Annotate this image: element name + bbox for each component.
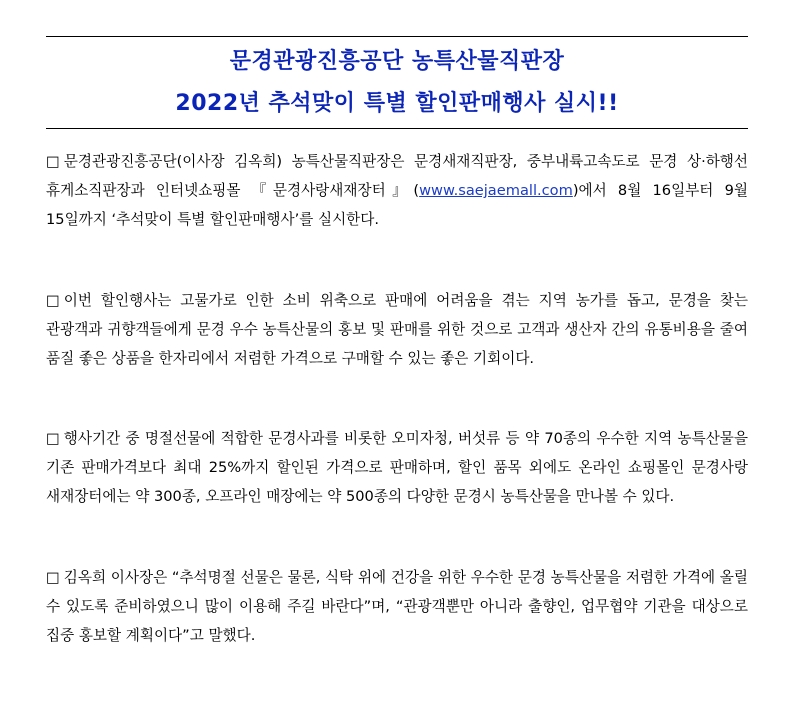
paragraph-3 [46, 424, 748, 511]
title-line-1: 문경관광진흥공단 농특산물직판장 [229, 49, 565, 74]
checkbox-bullet-icon: □ [46, 153, 60, 170]
checkbox-bullet-icon: □ [46, 292, 60, 309]
paragraph-4 [46, 563, 748, 650]
paragraph-2 [46, 286, 748, 373]
title-bottom-rule [46, 128, 748, 129]
paragraph-2-text: 이번 할인행사는 고물가로 인한 소비 위축으로 판매에 어려움을 겪는 지역 농가를 돕고, 문경을 찾는 관광객과 귀향객들에게 문경 우수 농특산물의 홍보 및 판매를 위한 것으로 고객과 생산자 간의 유통비용을 줄여 품질 좋은 상품을 한자리에서 저렴한 가격으로 구매할 수 있는 좋은 기회이다. [46, 292, 748, 367]
checkbox-bullet-icon: □ [46, 430, 60, 447]
title-line-2: 2022년 추석맞이 특별 할인판매행사 실시!! [175, 91, 619, 116]
paragraph-3-text: 행사기간 중 명절선물에 적합한 문경사과를 비롯한 오미자청, 버섯류 등 약 70종의 우수한 지역 농특산물을 기존 판매가격보다 최대 25%까지 할인된 가격으로 판매하며, 할인 품목 외에도 온라인 쇼핑몰인 문경사랑 새재장터에는 약 300종, 오프라인 매장에는 약 500종의 다양한 문경시 농특산물을 만나볼 수 있다. [46, 430, 748, 505]
checkbox-bullet-icon: □ [46, 569, 60, 586]
paragraph-1-text-after-link: )에서 8월 16일부터 9월 15일까지 ‘추석맞이 특별 할인판매행사’를 실시한다. [46, 182, 748, 228]
paragraph-4-text: 김옥희 이사장은 “추석명절 선물은 물론, 식탁 위에 건강을 위한 우수한 문경 농특산물을 저렴한 가격에 올릴 수 있도록 준비하였으니 많이 이용해 주길 바란다”며, “관광객뿐만 아니라 출향인, 업무협약 기관을 대상으로 집중 홍보할 계획이다”고 말했다. [46, 569, 749, 644]
title-top-rule [46, 36, 748, 37]
website-link[interactable]: www.saejaemall.com [419, 182, 573, 199]
paragraph-1 [46, 147, 748, 234]
paragraph-1-text-before-link: 문경관광진흥공단(이사장 김옥희) 농특산물직판장은 문경새재직판장, 중부내륙고속도로 문경 상·하행선 휴게소직판장과 인터넷쇼핑몰 『문경사랑새재장터』( [46, 153, 748, 199]
